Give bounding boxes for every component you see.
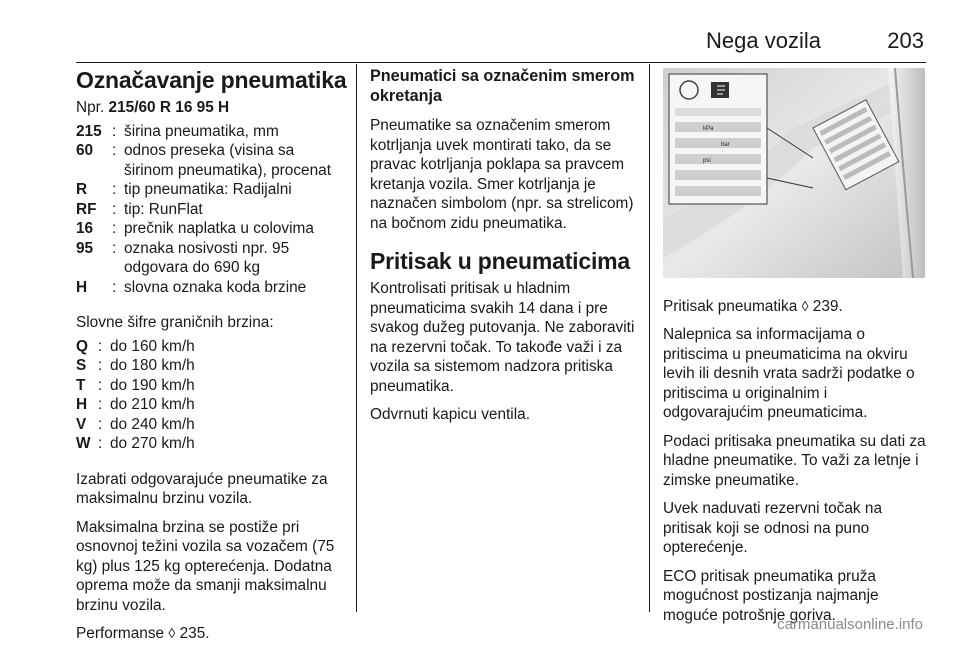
paragraph-spare-wheel: Uvek naduvati rezervni točak na pritisak koji se odnosi na puno opterećenje. bbox=[663, 500, 883, 556]
def-key: R bbox=[76, 181, 88, 198]
paragraph-check-pressure: Kontrolisati pritisak u hladnim pneumaticima svakih 14 dana i pre svakog dužeg putovanja. Ne zaboraviti na rezervni točak. To takođe važi i za vozila sa sistemom nadzora pritiska pneumatika. bbox=[370, 280, 635, 395]
speed-text: do 180 km/h bbox=[110, 357, 195, 374]
def-text: širina pneumatika, mm bbox=[124, 122, 279, 140]
page-ref-arrow-icon: ◊ bbox=[168, 625, 176, 641]
section-heading-tire-pressure: Pritisak u pneumaticima bbox=[370, 248, 630, 274]
def-sep: : bbox=[112, 239, 117, 257]
watermark: carmanualsonline.info bbox=[777, 616, 923, 633]
tire-code-definitions bbox=[76, 122, 348, 298]
tire-example-code: 215/60 R 16 95 H bbox=[108, 99, 230, 116]
def-sep: : bbox=[112, 278, 117, 296]
column-2 bbox=[370, 66, 635, 434]
inset-label-icon bbox=[669, 74, 767, 204]
paragraph-directional-tires: Pneumatike sa označenim smerom kotrljanja uvek montirati tako, da se pravac kotrljanja poklapa sa pravcem kretanja vozila. Smer kotrljanja je naznačen simbolom (npr. sa strelicom) na bočnom zidu pneumatika. bbox=[370, 117, 634, 232]
def-text: odnos preseka (visina sa širinom pneumatika), procenat bbox=[124, 142, 332, 179]
paragraph-max-speed: Izabrati odgovarajuće pneumatike za maksimalnu brzinu vozila. bbox=[76, 470, 328, 507]
def-key: 95 bbox=[76, 239, 94, 257]
def-text: tip: RunFlat bbox=[124, 200, 203, 218]
def-text: oznaka nosivosti npr. 95 odgovara do 690 kg bbox=[124, 239, 290, 276]
header-title: Nega vozila bbox=[706, 28, 821, 53]
speed-sep: : bbox=[98, 435, 103, 452]
column-divider-1 bbox=[356, 64, 357, 612]
def-text: slovna oznaka koda brzine bbox=[124, 278, 307, 296]
paragraph-cold-tires: Podaci pritisaka pneumatika su dati za hladne pneumatike. To važi za letnje i zimske pneumatike. bbox=[663, 432, 926, 489]
def-sep: : bbox=[112, 122, 117, 140]
column-divider-2 bbox=[649, 64, 650, 612]
speed-text: do 160 km/h bbox=[110, 337, 195, 355]
label-unit-bar: bar bbox=[721, 142, 730, 148]
label-unit-kpa: kPa bbox=[703, 126, 714, 132]
def-sep: : bbox=[112, 142, 117, 159]
column-3 bbox=[663, 66, 928, 634]
tire-pressure-ref-text: Pritisak pneumatika bbox=[663, 297, 802, 315]
paragraph-valve-cap: Odvrnuti kapicu ventila. bbox=[370, 406, 530, 423]
section-heading-tire-marking: Označavanje pneumatika bbox=[76, 67, 347, 93]
def-key: 215 bbox=[76, 122, 102, 140]
paragraph-eco-pressure: ECO pritisak pneumatika pruža mogućnost postizanja najmanje moguće potrošnje goriva. bbox=[663, 567, 879, 624]
speed-sep: : bbox=[98, 415, 103, 433]
column-1 bbox=[76, 66, 348, 653]
speed-sep: : bbox=[98, 396, 103, 413]
speed-text: do 240 km/h bbox=[110, 415, 195, 433]
def-sep: : bbox=[112, 181, 117, 198]
paragraph-pressure-label: Nalepnica sa informacijama o pritiscima u pneumaticima na okviru levih ili desnih vrata sadrži podatke o pritiscima u originalnim i odgovarajućim pneumaticima. bbox=[663, 326, 915, 421]
speed-text: do 190 km/h bbox=[110, 376, 195, 394]
speed-sep: : bbox=[98, 376, 103, 394]
paragraph-max-speed-conditions: Maksimalna brzina se postiže pri osnovnoj težini vozila sa vozačem (75 kg) plus 125 kg opterećenja. Dodatna oprema može da smanji maksimalnu brzinu vozila. bbox=[76, 518, 335, 614]
speed-key: Q bbox=[76, 337, 88, 355]
def-key: H bbox=[76, 278, 88, 296]
page-ref-arrow-icon: ◊ bbox=[801, 297, 809, 314]
performance-page-link[interactable]: 235. bbox=[175, 625, 210, 642]
section-heading-directional-tires: Pneumatici sa označenim smerom okretanja bbox=[370, 67, 635, 105]
speed-text: do 270 km/h bbox=[110, 435, 195, 452]
def-key: 60 bbox=[76, 142, 94, 159]
speed-key: T bbox=[76, 376, 86, 394]
speed-sep: : bbox=[98, 337, 103, 355]
speed-key: W bbox=[76, 435, 91, 452]
speed-codes-intro: Slovne šifre graničnih brzina: bbox=[76, 314, 274, 331]
speed-key: V bbox=[76, 415, 87, 433]
def-sep: : bbox=[112, 200, 117, 218]
speed-code-list bbox=[76, 337, 348, 454]
def-sep: : bbox=[112, 220, 117, 237]
tire-example bbox=[76, 98, 348, 118]
def-key: 16 bbox=[76, 220, 94, 237]
performance-text: Performanse bbox=[76, 625, 169, 642]
def-key: RF bbox=[76, 200, 97, 218]
tire-pressure-label-photo bbox=[663, 68, 925, 278]
speed-key: H bbox=[76, 396, 88, 413]
tire-pressure-reference bbox=[663, 297, 928, 317]
tire-example-prefix: Npr. bbox=[76, 99, 109, 116]
speed-sep: : bbox=[98, 357, 103, 374]
label-unit-psi: psi bbox=[703, 158, 711, 164]
performance-reference bbox=[76, 624, 348, 644]
speed-key: S bbox=[76, 357, 87, 374]
tire-pressure-page-link[interactable]: 239. bbox=[808, 297, 843, 315]
header-divider bbox=[76, 62, 926, 63]
page-number: 203 bbox=[887, 28, 924, 53]
speed-text: do 210 km/h bbox=[110, 396, 195, 413]
def-text: tip pneumatika: Radijalni bbox=[124, 181, 292, 198]
def-text: prečnik naplatka u colovima bbox=[124, 220, 314, 237]
